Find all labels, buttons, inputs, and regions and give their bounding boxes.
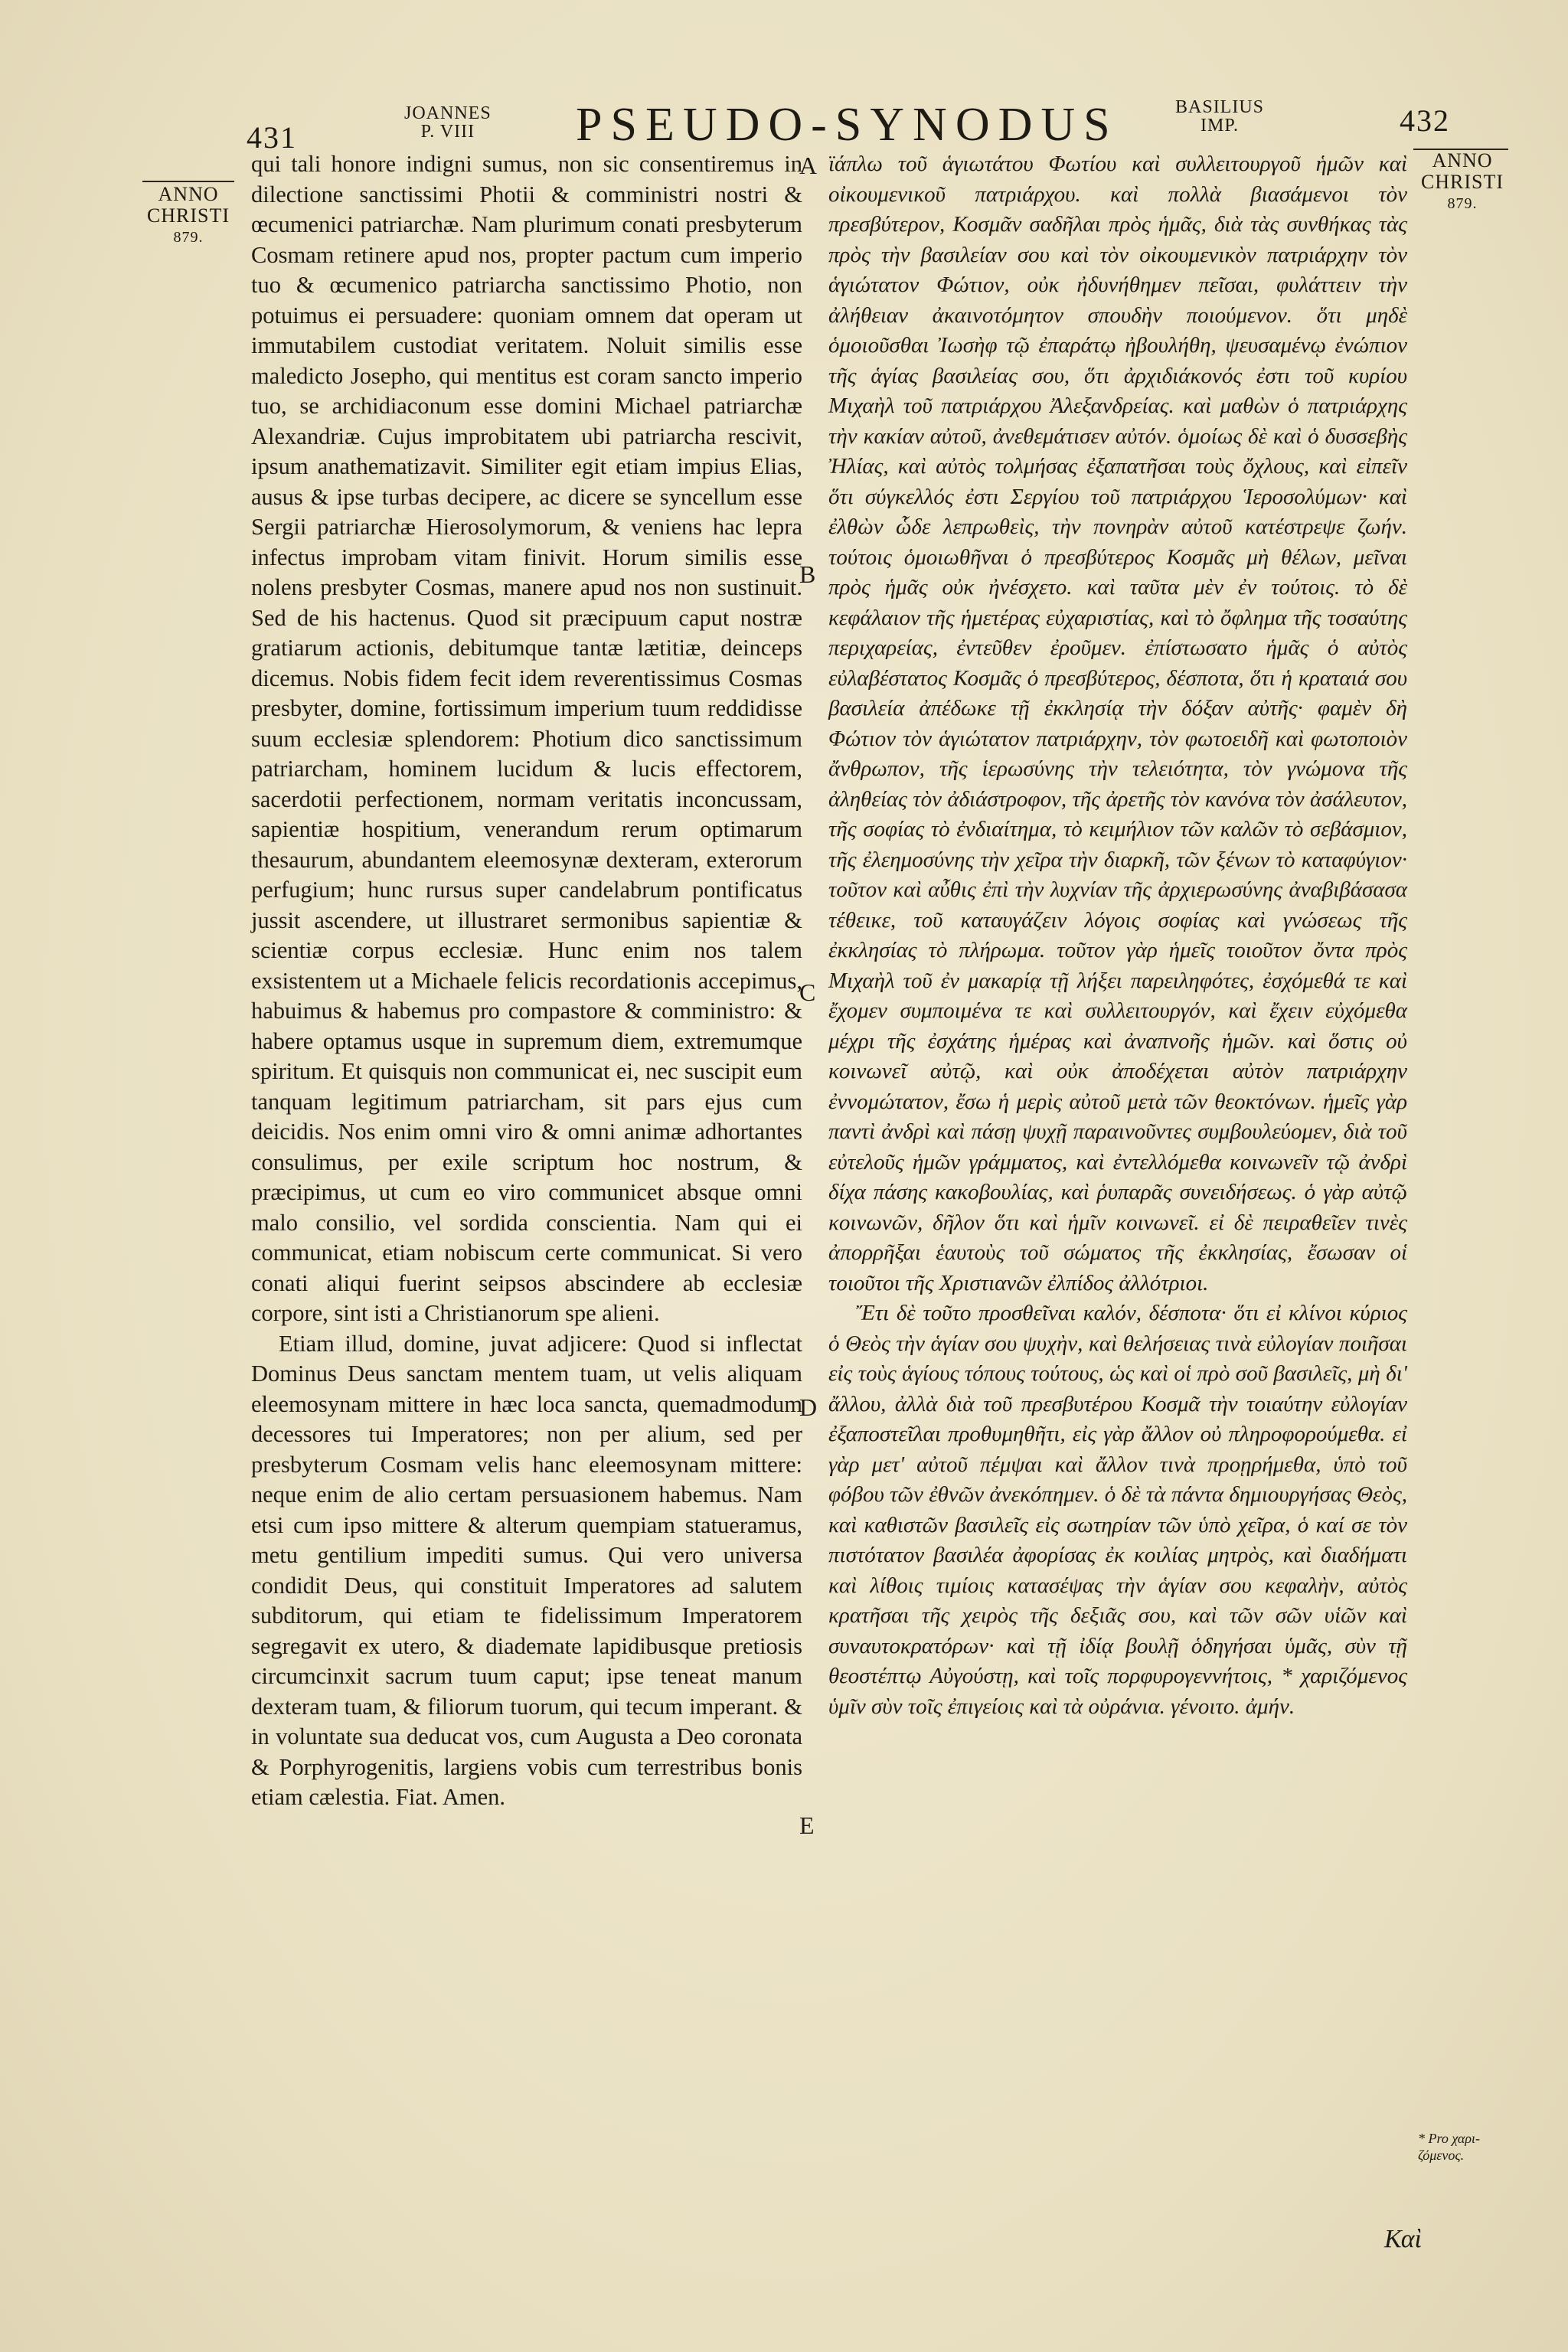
running-head-right [1175,98,1264,135]
running-head-right-line2: IMP. [1200,116,1240,136]
running-title: PSEUDO-SYNODUS [576,99,1119,151]
margin-year-left [142,184,234,248]
section-marker-e: E [799,1811,815,1839]
margin-left-christi: CHRISTI [146,204,230,227]
greek-paragraph-2: Ἔτι δὲ τοῦτο προσθεῖναι καλόν, δέσποτα· ὅτι εἰ κλίνοι κύριος ὁ Θεὸς τὴν ἁγίαν σου ψυχὴν, καὶ θελήσειας τινὰ εὐλογίαν ποιῆσαι εἰς τοὺς ἁγίους τόπους τούτους, ὡς καὶ οἱ πρὸ σοῦ βασιλεῖς, μὴ δι' ἄλλου, ἀλλὰ διὰ τοῦ πρεσβυτέρου Κοσμᾶ τὴν τοιαύτην εὐλογίαν ἐξαποστεῖλαι προθυμηθῆτι, εἰς γὰρ ἄλλον οὐ πληροφορούμεθα. εἰ γὰρ μετ' αὐτοῦ πέμψαι καὶ ἄλλον τινὰ προῃρήμεθα, ὑπὸ τοῦ φόβου τῶν ἐθνῶν ἀνεκόπημεν. ὁ δὲ τὰ πάντα δημιουργήσας Θεὸς, καὶ καθιστῶν βασιλεῖς εἰς σωτηρίαν τῶν ὑπὸ χεῖρα, ὁ καί σε τὸν πιστότατον βασιλέα ἀφορίσας ἐκ κοιλίας μητρὸς, καὶ διαδήματι καὶ λίθοις τιμίοις κατασέψας τὴν ἁγίαν σου κεφαλὴν, αὐτὸς κρατῆσαι τῆς χειρὸς τῆς δεξιᾶς σου, καὶ τῶν σῶν υἱῶν καὶ συναυτοκρατόρων· καὶ τῇ ἰδίᾳ βουλῇ ὁδηγήσαι ὑμᾶς, σὺν τῇ θεοστέπτῳ Αὐγούστῃ, καὶ τοῖς πορφυρογεννήτοις, * χαριζόμενος ὑμῖν σὺν τοῖς ἐπιγείοις καὶ τὰ οὐράνια. γένοιτο. ἀμήν. [828,1301,1407,1719]
section-marker-b: B [799,560,816,588]
running-head-left-line2: P. VIII [420,122,475,142]
margin-right-year: 879. [1447,195,1478,212]
margin-right-christi: CHRISTI [1420,171,1504,193]
page-number-right: 432 [1400,103,1450,138]
latin-paragraph-2: Etiam illud, domine, juvat adjicere: Quod si inflectat Dominus Deus sanctam mentem tuam, ut velis aliquam eleemosynam mittere in hæc loca sancta, quemadmodum decessores tui Imperatores; non per alium, sed per presbyterum Cosmam velis hanc eleemosynam mittere: neque enim de alio certam persuasionem habemus. Nam etsi cum ipso mittere & alterum quempiam statueramus, metu gentilium impediti sumus. Qui vero universa condidit Deus, qui constituit Imperatores ad salutem subditorum, qui etiam te fidelissimum Imperatorem segregavit ex utero, & diademate lapidibusque pretiosis circumcinxit sacrum tuum caput; ipse teneat manum dexteram tuam, & filiorum tuorum, qui tecum imperant. & in voluntate sua deducat vos, cum Augusta a Deo coronata & Porphyrogenitis, largiens vobis cum terrestribus bonis etiam cælestia. Fiat. Amen. [251,1330,802,1810]
margin-left-year: 879. [173,229,204,246]
greek-column [828,149,1407,1722]
margin-right-anno: ANNO [1432,149,1493,172]
running-head-left [404,104,492,141]
running-head-right-line1: BASILIUS [1175,97,1265,117]
margin-note: * Pro χαρι- ζόμενος. [1418,2131,1480,2163]
section-marker-c: C [799,978,816,1006]
latin-column [251,149,802,1813]
margin-year-right [1415,150,1510,214]
latin-paragraph-1: qui tali honore indigni sumus, non sic consentiremus in dilectione sanctissimi Photii & comministri nostri & œcumenici patriarchæ. Nam plurimum conati presbyterum Cosmam retinere apud nos, propter pactum cum imperio tuo & œcumenico patriarcha sanctissimo Photio, non potuimus ei persuadere: quoniam omnem dat operam ut immutabilem custodiat veritatem. Noluit similis esse maledicto Josepho, qui mentitus est coram sancto imperio tuo, se archidiaconum esse domini Michael patriarchæ Alexandriæ. Cujus improbitatem ubi patriarcha rescivit, ipsum anathematizavit. Similiter egit etiam impius Elias, ausus & ipse turbas decipere, ac dicere se syncellum esse Sergii patriarchæ Hierosolymorum, & veniens hac lepra infectus improbam vitam finivit. Horum similis esse nolens presbyter Cosmas, manere apud nos non sustinuit. Sed de his hactenus. Quod sit præcipuum caput nostræ gratiarum actionis, debitumque tantæ lætitiæ, deinceps dicemus. Nobis fidem fecit idem reverentissimus Cosmas presbyter, domine, fortissimum imperium tuum reddidisse suum ecclesiæ splendorem: Photium dico sanctissimum patriarcham, hominem lucidum & lucis effectorem, sacerdotii perfectionem, normam veritatis inconcussam, sapientiæ hospitium, venerandum rerum optimarum thesaurum, abundantem eleemosynæ dexteram, exterorum perfugium; hunc rursus super candelabrum pontificatus jussit ascendere, ut illustraret sermonibus sapientiæ & scientiæ corpus ecclesiæ. Hunc enim nos talem exsistentem ut a Michaele felicis recordationis accepimus, habuimus & habemus pro compastore & comministro: & habere optamus usque in supremum diem, extremumque spiritum. Et quisquis non communicat ei, nec suscipit eum tanquam legitimum patriarcham, sit pars ejus cum deicidis. Nos enim omni viro & omni animæ adhortantes consulimus, per exile scriptum hoc nostrum, & præcipimus, ut cum eo viro communicet absque omni malo consilio, vel sordida conscientia. Nam qui ei communicat, etiam nobiscum certe communicat. Si vero conati aliqui fuerint seipsos abscindere ab ecclesiæ corpore, sint isti a Christianorum spe alieni. [251,151,802,1326]
margin-rule-left [142,181,234,182]
margin-left-anno: ANNO [158,183,219,205]
greek-paragraph-1: ϊάπλω τοῦ ἁγιωτάτου Φωτίου καὶ συλλειτουργοῦ ἡμῶν καὶ οἰκουμενικοῦ πατριάρχου. καὶ πολλὰ βιασάμενοι τὸν πρεσβύτερον, Κοσμᾶν σαδῆλαι πρὸς ἡμᾶς, διὰ τὰς συνθήκας τὰς πρὸς τὴν βασιλείαν σου καὶ τὸν οἰκουμενικὸν πατριάρχην τὸν ἁγιώτατον Φώτιον, οὐκ ἠδυνήθημεν πεῖσαι, φυλάττειν τὴν ἀλήθειαν ἀκαινοτόμητον σπουδὴν ποιούμενον. ὅτι μηδὲ ὁμοιοῦσθαι Ἰωσὴφ τῷ ἐπαράτῳ ἠβουλήθη, ψευσαμένῳ ἐνώπιον τῆς ἁγίας βασιλείας σου, ὅτι ἀρχιδιάκονός ἐστι τοῦ κυρίου Μιχαὴλ τοῦ πατριάρχου Ἀλεξανδρείας. καὶ μαθὼν ὁ πατριάρχης τὴν κακίαν αὐτοῦ, ἀνεθεμάτισεν αὐτόν. ὁμοίως δὲ καὶ ὁ δυσσεβὴς Ἠλίας, καὶ αὐτὸς τολμήσας ἐξαπατῆσαι τοὺς ὄχλους, καὶ εἰπεῖν ὅτι σύγκελλός ἐστι Σεργίου τοῦ πατριάρχου Ἱεροσολύμων· καὶ ἐλθὼν ὧδε λεπρωθεὶς, τὴν πονηρὰν αὐτοῦ κατέστρεψε ζωήν. τούτοις ὁμοιωθῆναι ὁ πρεσβύτερος Κοσμᾶς μὴ θέλων, μεῖναι πρὸς ἡμᾶς οὐκ ἠνέσχετο. καὶ ταῦτα μὲν ἐν τούτοις. τὸ δὲ κεφάλαιον τῆς ἡμετέρας εὐχαριστίας, καὶ τὸ ὄφλημα τῆς τοσαύτης περιχαρείας, ἐντεῦθεν ἐροῦμεν. ἐπίστωσατο ἡμᾶς ὁ αὐτὸς εὐλαβέστατος Κοσμᾶς ὁ πρεσβύτερος, δέσποτα, ὅτι ἡ κραταιά σου βασιλεία ἀπέδωκε τῇ ἐκκλησίᾳ τὴν δόξαν αὐτῆς· φαμὲν δὴ Φώτιον τὸν ἁγιώτατον πατριάρχην, τὸν φωτοειδῆ καὶ φωτοποιὸν ἄνθρωπον, τῆς ἱερωσύνης τὴν τελειότητα, τὸν γνώμονα τῆς ἀληθείας τὸν ἀδιάστροφον, τῆς ἀρετῆς τὸν κανόνα τὸν ἀσάλευτον, τῆς σοφίας τὸ ἐνδιαίτημα, τὸ κειμήλιον τῶν καλῶν τὸ σεβάσμιον, τῆς ἐλεημοσύνης τὴν χεῖρα τὴν διαρκῆ, τῶν ξένων τὸ καταφύγιον· τοῦτον καὶ αὖθις ἐπὶ τὴν λυχνίαν τῆς ἀρχιερωσύνης ἀναβιβάσασα τέθεικε, τοῦ καταυγάζειν λόγοις σοφίας καὶ γνώσεως τῆς ἐκκλησίας τὸ πλήρωμα. τοῦτον γὰρ ἡμεῖς τοιοῦτον ὄντα πρὸς Μιχαὴλ τοῦ ἐν μακαρίᾳ τῇ λήξει παρειληφότες, ἐσχόμεθά τε καὶ ἔχομεν συμποιμένα τε καὶ συλλειτουργόν, καὶ ἔχειν εὐχόμεθα μέχρι τῆς ἐσχάτης ἡμέρας καὶ ἀναπνοῆς ἡμῶν. καὶ ὅστις οὐ κοινωνεῖ αὐτῷ, καὶ οὐκ ἀποδέχεται αὐτὸν πατριάρχην ἐννομώτατον, ἔσω ἡ μερὶς αὐτοῦ μετὰ τῶν θεοκτόνων. ἡμεῖς γὰρ παντὶ ἀνδρὶ καὶ πάσῃ ψυχῇ παραινοῦντες συμβουλεύομεν, διὰ τοῦ εὐτελοῦς ἡμῶν γράμματος, καὶ ἐντελλόμεθα κοινωνεῖν τῷ ἀνδρὶ δίχα πάσης κακοβουλίας, καὶ ῥυπαρᾶς συνειδήσεως. ὁ γὰρ αὐτῷ κοινωνῶν, δῆλον ὅτι καὶ ἡμῖν κοινωνεῖ. εἰ δὲ πειραθεῖεν τινὲς ἀπορρῆξαι ἑαυτοὺς τοῦ σώματος τῆς ἐκκλησίας, ἔσωσαν οἱ τοιοῦτοι τῆς Χριστιανῶν ἐλπίδος ἀλλότριοι. [828,152,1407,1295]
catchword: Καὶ [1384,2225,1422,2253]
section-marker-d: D [799,1393,818,1421]
running-head-left-line1: JOANNES [404,103,492,123]
section-marker-a: A [799,152,818,179]
page-number-left: 431 [247,120,297,155]
